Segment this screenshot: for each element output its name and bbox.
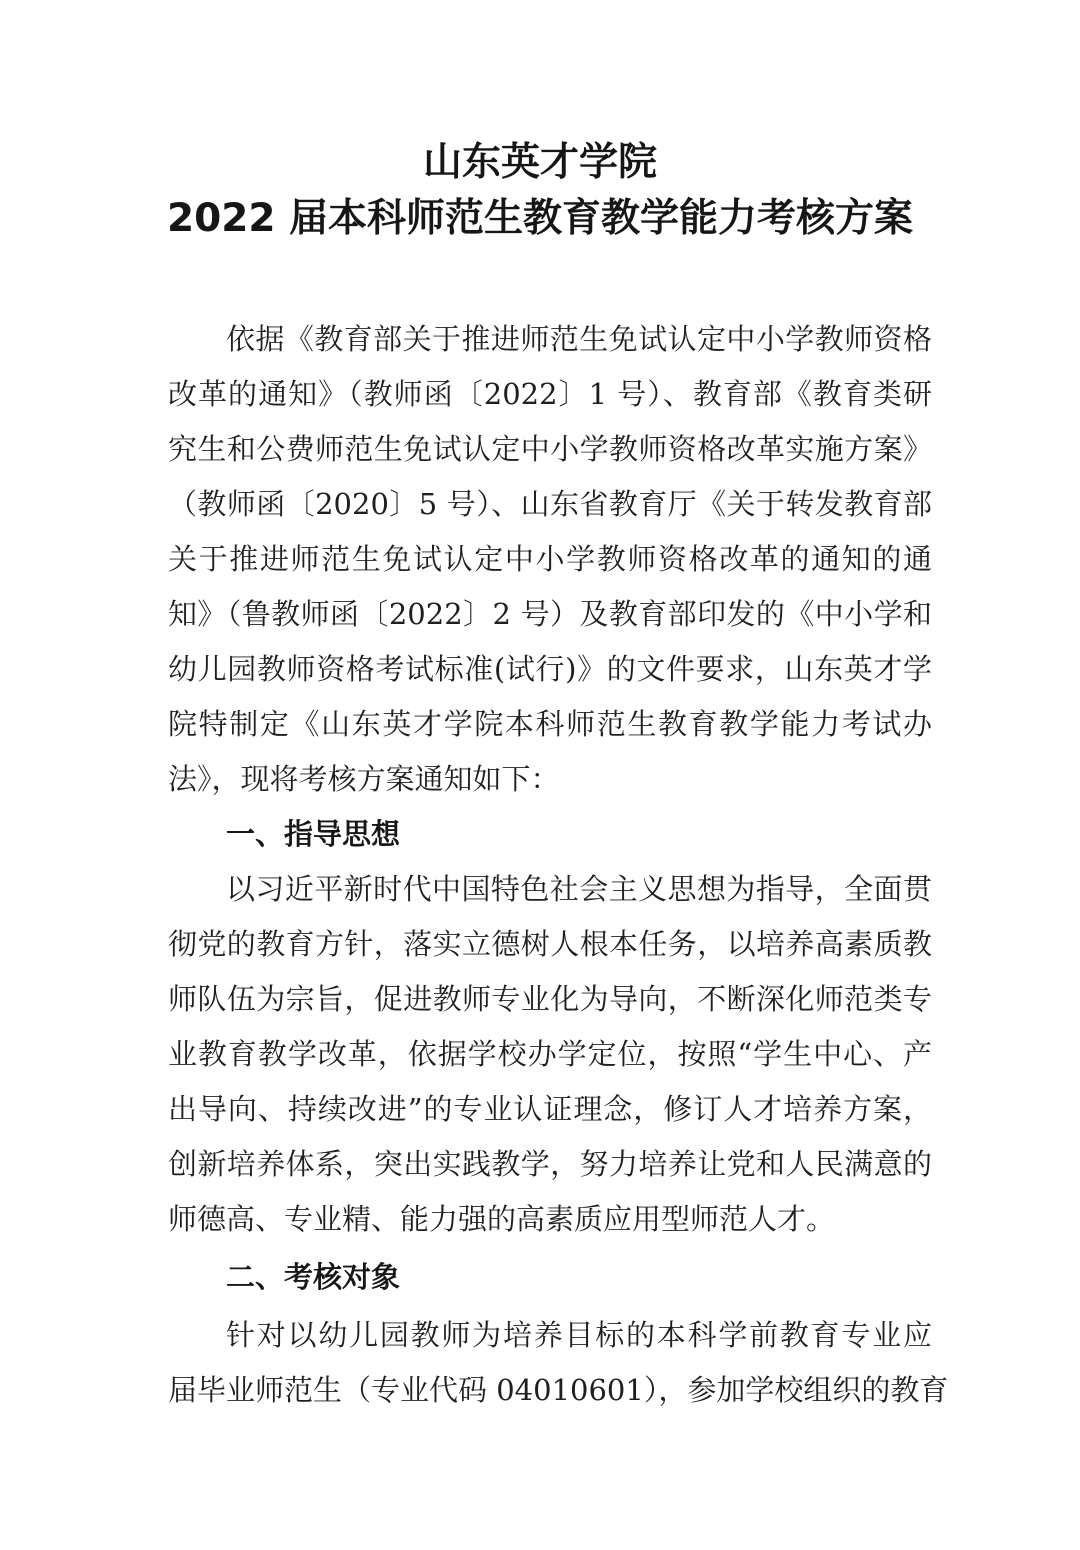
section1-paragraph-line: 师队伍为宗旨，促进教师专业化为导向，不断深化师范类专 [168, 982, 932, 1016]
intro-paragraph-line: （教师函〔2020〕5 号）、山东省教育厅《关于转发教育部 [168, 487, 932, 521]
intro-paragraph-line: 院特制定《山东英才学院本科师范生教育教学能力考试办 [168, 707, 932, 741]
section1-paragraph-line: 业教育教学改革，依据学校办学定位，按照“学生中心、产 [168, 1037, 932, 1071]
intro-paragraph-line: 关于推进师范生免试认定中小学教师资格改革的通知的通 [168, 542, 932, 576]
intro-paragraph-line: 幼儿园教师资格考试标准(试行)》的文件要求，山东英才学 [168, 652, 932, 686]
section1-paragraph-line: 以习近平新时代中国特色社会主义思想为指导，全面贯 [226, 872, 932, 906]
section1-paragraph-line: 师德高、专业精、能力强的高素质应用型师范人才。 [168, 1202, 836, 1236]
document-title-institution: 山东英才学院 [422, 140, 657, 185]
intro-paragraph-line: 法》，现将考核方案通知如下： [168, 762, 560, 796]
intro-paragraph-line: 改革的通知》（教师函〔2022〕1 号）、教育部《教育类研 [168, 377, 932, 411]
section2-paragraph-line: 针对以幼儿园教师为培养目标的本科学前教育专业应 [226, 1318, 932, 1352]
intro-paragraph-line: 究生和公费师范生免试认定中小学教师资格改革实施方案》 [168, 432, 932, 466]
section-heading-guiding-ideology: 一、指导思想 [226, 817, 401, 851]
section1-paragraph-line: 创新培养体系，突出实践教学，努力培养让党和人民满意的 [168, 1147, 932, 1181]
section-heading-assessment-target: 二、考核对象 [226, 1260, 401, 1294]
intro-paragraph-line: 知》（鲁教师函〔2022〕2 号）及教育部印发的《中小学和 [168, 597, 932, 631]
section1-paragraph-line: 出导向、持续改进”的专业认证理念，修订人才培养方案， [168, 1092, 932, 1126]
intro-paragraph-line: 依据《教育部关于推进师范生免试认定中小学教师资格 [226, 322, 932, 356]
section1-paragraph-line: 彻党的教育方针，落实立德树人根本任务，以培养高素质教 [168, 927, 932, 961]
document-title-plan: 2022 届本科师范生教育教学能力考核方案 [166, 196, 914, 241]
section2-paragraph-line: 届毕业师范生（专业代码 04010601），参加学校组织的教育 [168, 1373, 949, 1407]
